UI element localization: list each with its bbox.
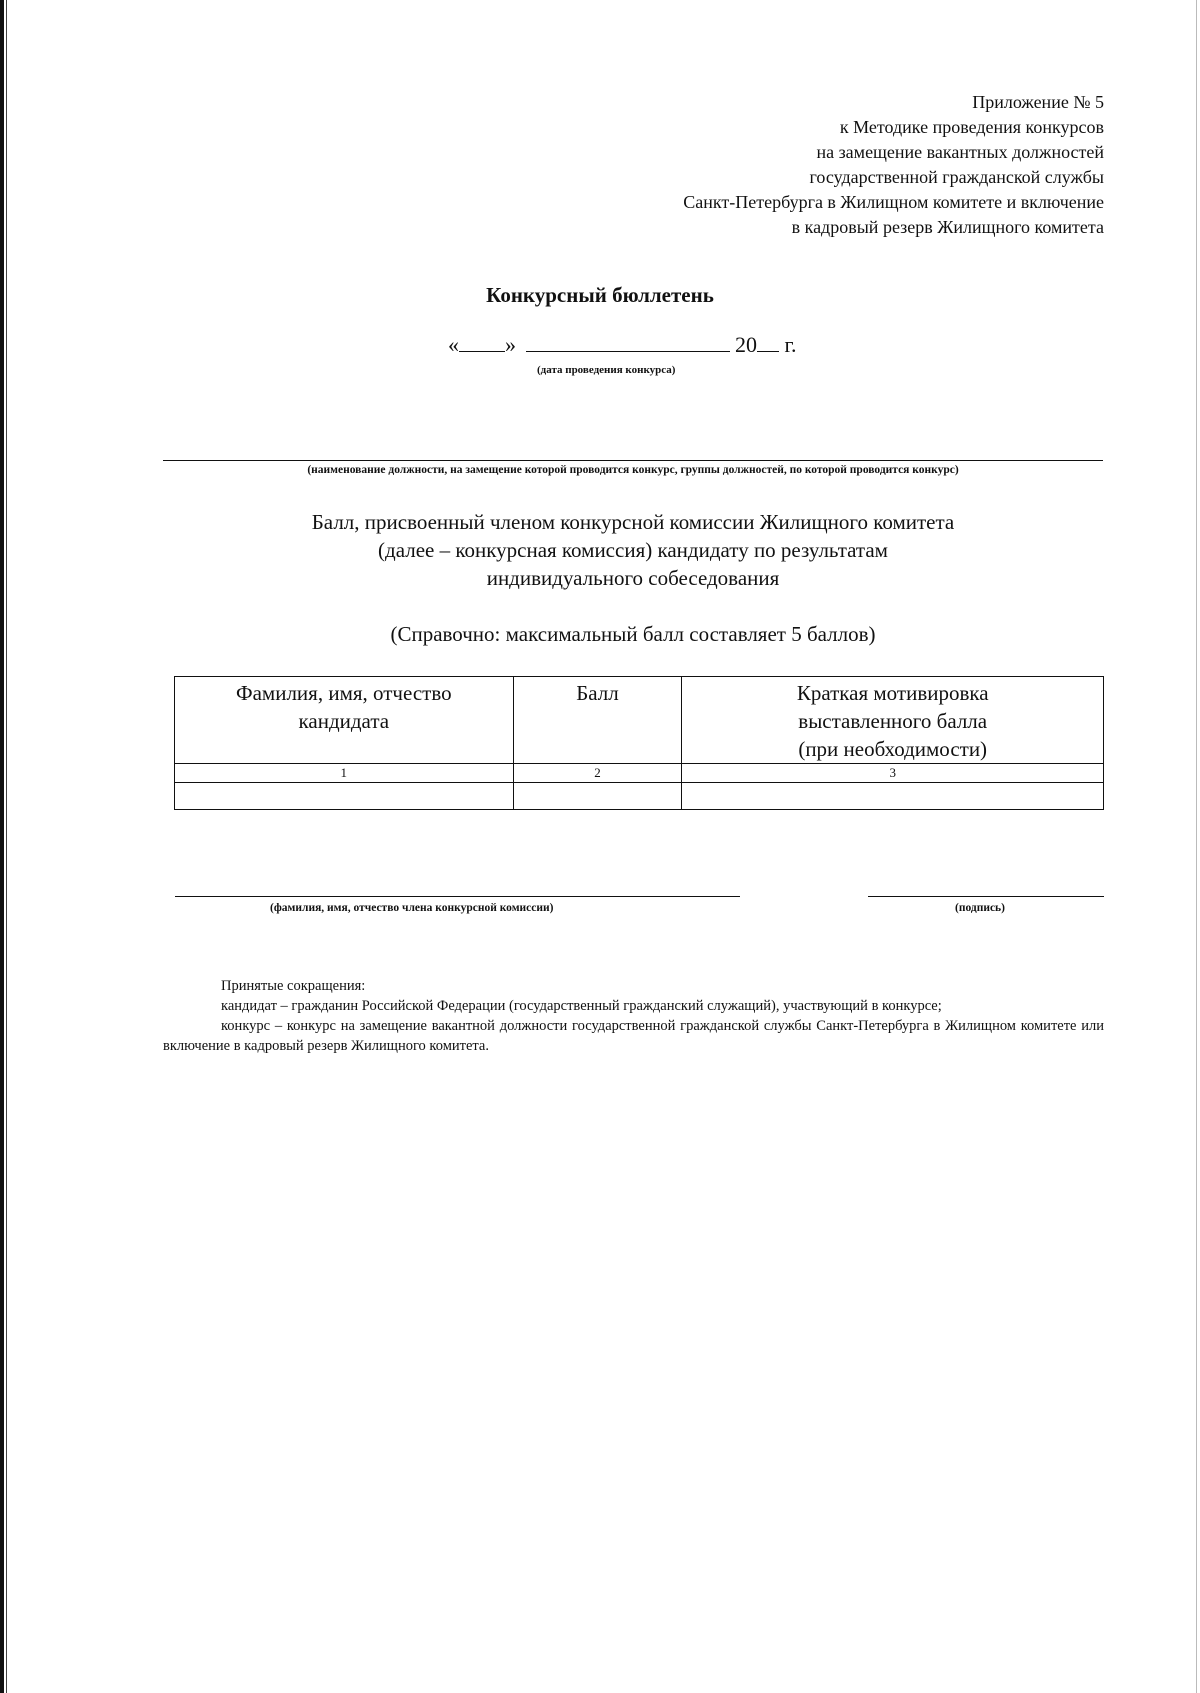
table-header-row bbox=[175, 677, 1104, 764]
appendix-line: к Методике проведения конкурсов bbox=[839, 117, 1104, 137]
scan-edge-right bbox=[1196, 0, 1197, 1693]
position-name-line[interactable] bbox=[163, 460, 1103, 461]
header-score: Балл bbox=[513, 677, 682, 764]
appendix-line: Приложение № 5 bbox=[972, 92, 1104, 112]
year-suffix: г. bbox=[784, 332, 797, 357]
appendix-line: в кадровый резерв Жилищного комитета bbox=[791, 217, 1104, 237]
table-row bbox=[175, 783, 1104, 810]
date-field bbox=[448, 332, 797, 358]
scan-edge-left bbox=[0, 0, 4, 1693]
score-cell[interactable] bbox=[513, 783, 682, 810]
appendix-line: Санкт-Петербурга в Жилищном комитете и включение bbox=[683, 192, 1104, 212]
score-description bbox=[0, 508, 1200, 592]
abbreviations-block bbox=[163, 976, 1104, 1056]
score-line: Балл, присвоенный членом конкурсной комиссии Жилищного комитета bbox=[311, 510, 955, 534]
signature-caption: (подпись) bbox=[955, 902, 1005, 914]
reference-note: (Справочно: максимальный балл составляет 5 баллов) bbox=[390, 622, 876, 646]
appendix-line: на замещение вакантных должностей bbox=[816, 142, 1104, 162]
close-quote: » bbox=[505, 332, 516, 357]
score-table bbox=[174, 676, 1104, 810]
date-caption: (дата проведения конкурса) bbox=[537, 364, 676, 376]
member-name-line[interactable] bbox=[175, 896, 740, 897]
abbreviation-item: кандидат – гражданин Российской Федерации (государственный гражданский служащий), участвующий в конкурсе; bbox=[221, 998, 942, 1014]
year-prefix: 20 bbox=[735, 332, 757, 357]
score-line: (далее – конкурсная комиссия) кандидату по результатам bbox=[378, 538, 888, 562]
column-number: 1 bbox=[175, 764, 514, 783]
column-number: 3 bbox=[682, 764, 1104, 783]
signature-line[interactable] bbox=[868, 896, 1104, 897]
position-caption: (наименование должности, на замещение которой проводится конкурс, группы должностей, по которой проводится конкурс) bbox=[307, 464, 959, 476]
score-line: индивидуального собеседования bbox=[486, 566, 780, 590]
candidate-name-cell[interactable] bbox=[175, 783, 514, 810]
open-quote: « bbox=[448, 332, 459, 357]
appendix-line: государственной гражданской службы bbox=[809, 167, 1104, 187]
table-number-row bbox=[175, 764, 1104, 783]
header-motivation: Краткая мотивировка выставленного балла (при необходимости) bbox=[682, 677, 1104, 764]
abbreviations-heading: Принятые сокращения: bbox=[221, 978, 366, 994]
abbreviation-item: конкурс – конкурс на замещение вакантной должности государственной гражданской службы Санкт-Петербурга в Жилищном комитете или включение в кадровый резерв Жилищного комитета. bbox=[163, 1018, 1104, 1054]
day-blank[interactable] bbox=[459, 333, 505, 352]
header-candidate-name: Фамилия, имя, отчество кандидата bbox=[175, 677, 514, 764]
column-number: 2 bbox=[513, 764, 682, 783]
year-blank[interactable] bbox=[757, 333, 779, 352]
document-title: Конкурсный бюллетень bbox=[486, 283, 714, 307]
member-name-caption: (фамилия, имя, отчество члена конкурсной комиссии) bbox=[270, 902, 554, 914]
month-blank[interactable] bbox=[526, 333, 730, 352]
scan-edge-left-inner bbox=[6, 0, 7, 1693]
motivation-cell[interactable] bbox=[682, 783, 1104, 810]
appendix-header bbox=[683, 90, 1104, 240]
